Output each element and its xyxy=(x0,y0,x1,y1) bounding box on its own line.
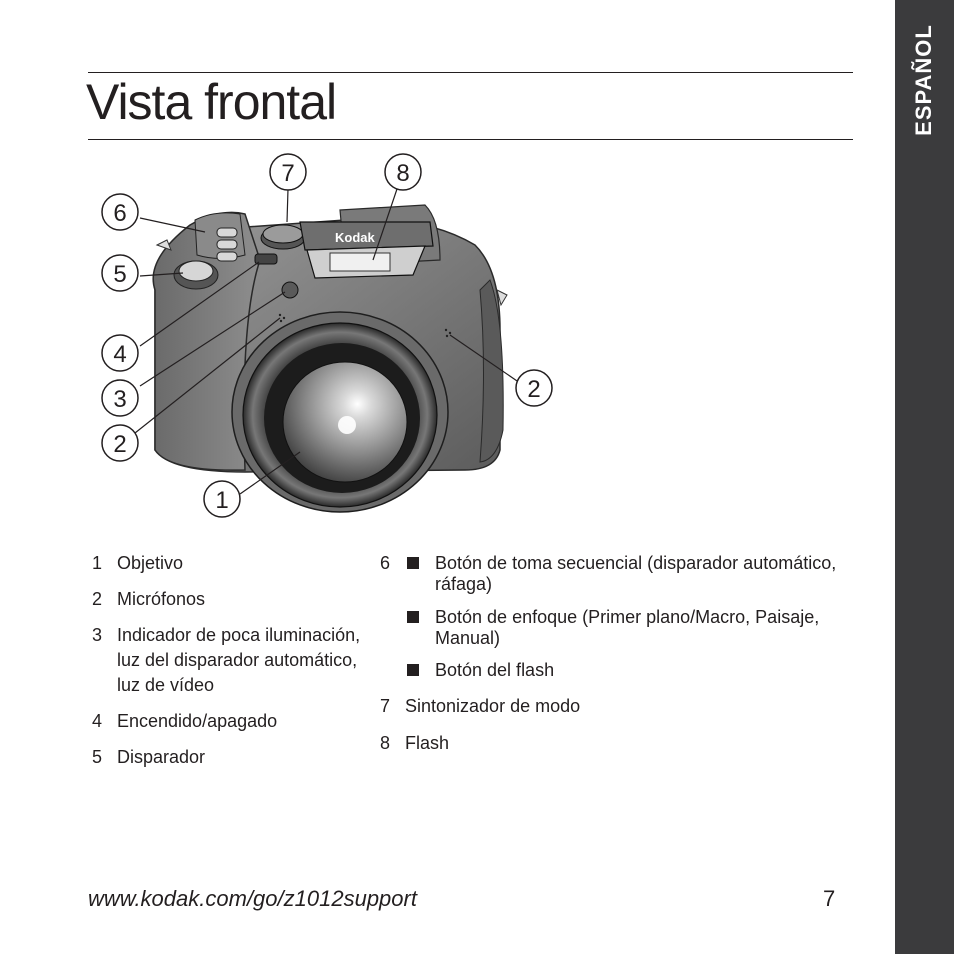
callout-3 xyxy=(102,380,138,416)
callout-4 xyxy=(102,335,138,371)
svg-text:2: 2 xyxy=(113,431,127,458)
svg-text:2: 2 xyxy=(527,376,541,403)
lens xyxy=(232,312,448,512)
camera-front-view-figure xyxy=(95,150,565,530)
svg-text:4: 4 xyxy=(113,341,127,368)
kodak-logo: Kodak xyxy=(335,230,375,245)
svg-text:1: 1 xyxy=(215,487,229,514)
legend-left: 1 Objetivo 2 Micrófonos 3 Indicador de poca iluminación, luz del disparador automático, luz de vídeo 4 Encendido/apagado 5 Disparador xyxy=(92,553,361,767)
bullet-square-icon xyxy=(407,611,419,623)
popup-flash xyxy=(300,222,433,278)
callout-2-left xyxy=(102,425,138,461)
callout-1 xyxy=(204,481,240,517)
callout-7 xyxy=(270,154,306,190)
language-side-tab xyxy=(895,0,954,954)
page-number: 7 xyxy=(823,886,836,911)
callout-8 xyxy=(385,154,421,190)
page-title: Vista frontal xyxy=(86,74,337,130)
shutter-button xyxy=(174,261,218,289)
bullet-square-icon xyxy=(407,557,419,569)
low-light-indicator xyxy=(282,282,298,298)
callout-2-right xyxy=(516,370,552,406)
svg-text:5: 5 xyxy=(113,261,127,288)
callout-5 xyxy=(102,255,138,291)
camera-illustration xyxy=(95,150,565,530)
svg-text:7: 7 xyxy=(281,160,295,187)
title-bottom-rule xyxy=(88,139,853,140)
control-buttons xyxy=(195,213,245,261)
mode-dial xyxy=(261,225,305,249)
svg-text:6: 6 xyxy=(113,200,127,227)
svg-text:3: 3 xyxy=(113,386,127,413)
svg-text:8: 8 xyxy=(396,160,410,187)
support-url[interactable]: www.kodak.com/go/z1012support xyxy=(88,886,417,911)
language-label: ESPAÑOL xyxy=(911,24,936,136)
callout-6 xyxy=(102,194,138,230)
legend-right: 6 Botón de toma secuencial (disparador automático, ráfaga) Botón de enfoque (Primer plano/Macro, Paisaje, Manual) Botón del flash 7 Sintonizador de modo 8 Flash xyxy=(380,553,837,753)
bullet-square-icon xyxy=(407,664,419,676)
